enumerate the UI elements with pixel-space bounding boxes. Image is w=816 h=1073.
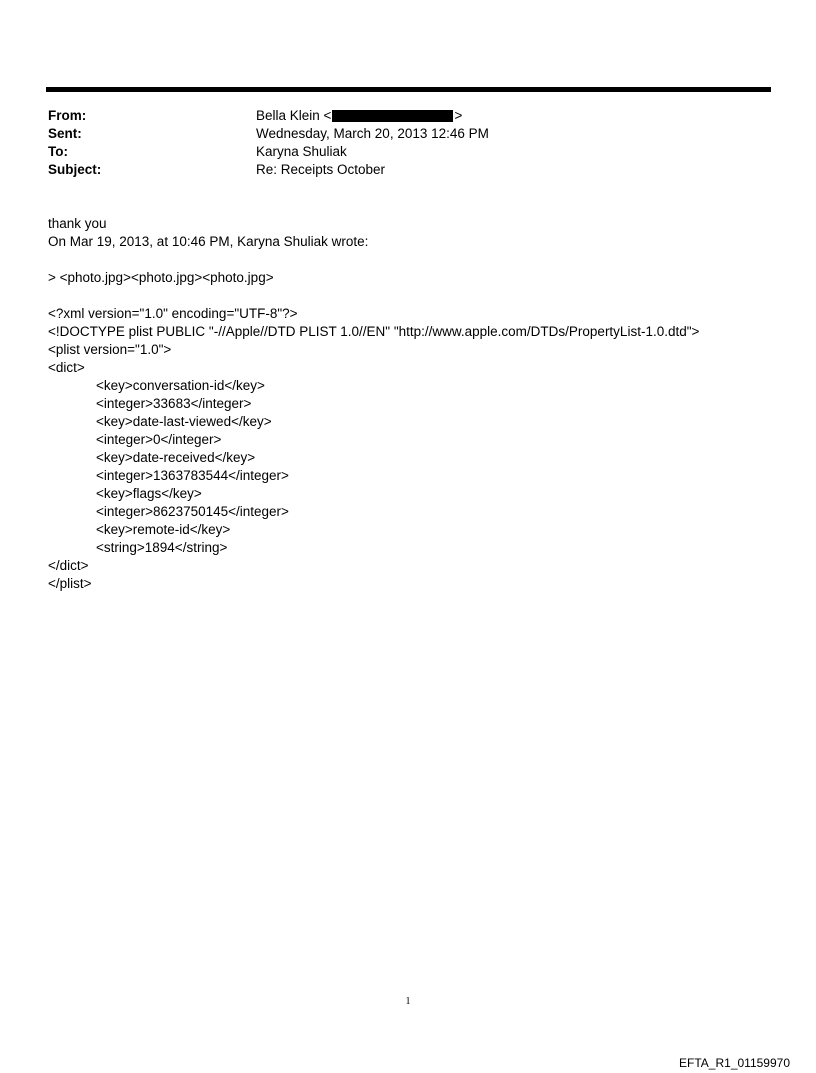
dict-line: <key>date-last-viewed</key> [96,414,272,429]
to-label: To: [48,144,68,159]
dict-line: <key>flags</key> [96,486,202,501]
email-header [48,107,489,179]
dict-line: <key>date-received</key> [96,450,256,465]
spacer [48,251,788,269]
dict-open: <dict> [48,360,85,375]
reply-text: thank you [48,216,107,231]
redacted-email [332,110,453,122]
from-close-bracket: > [454,108,463,123]
from-row [48,107,489,125]
header-rule [46,87,771,92]
page-number: 1 [405,996,411,1007]
to-value: Karyna Shuliak [256,144,347,159]
dict-line: <key>remote-id</key> [96,522,231,537]
xml-declaration: <?xml version="1.0" encoding="UTF-8"?> [48,306,298,321]
attachments-line: > <photo.jpg><photo.jpg><photo.jpg> [48,270,274,285]
dict-line: <integer>1363783544</integer> [96,468,289,483]
dict-close: </dict> [48,558,89,573]
dict-line: <integer>0</integer> [96,432,222,447]
dict-line: <string>1894</string> [96,540,228,555]
quote-intro: On Mar 19, 2013, at 10:46 PM, Karyna Shuliak wrote: [48,234,369,249]
from-value [256,107,462,125]
sent-value: Wednesday, March 20, 2013 12:46 PM [256,126,489,141]
doctype-line: <!DOCTYPE plist PUBLIC "-//Apple//DTD PLIST 1.0//EN" "http://www.apple.com/DTDs/PropertyList-1.0.dtd"> [48,324,700,339]
plist-open: <plist version="1.0"> [48,342,172,357]
spacer [48,287,788,305]
sent-label: Sent: [48,126,82,141]
from-name: Bella Klein < [256,108,332,123]
sent-row [48,125,489,143]
bates-number: EFTA_R1_01159970 [679,1056,790,1070]
to-row [48,143,489,161]
subject-row [48,161,489,179]
from-label: From: [48,108,87,123]
subject-value: Re: Receipts October [256,162,386,177]
dict-line: <key>conversation-id</key> [96,378,265,393]
plist-close: </plist> [48,576,92,591]
subject-label: Subject: [48,162,102,177]
dict-line: <integer>33683</integer> [96,396,252,411]
dict-line: <integer>8623750145</integer> [96,504,289,519]
email-body [48,215,788,593]
